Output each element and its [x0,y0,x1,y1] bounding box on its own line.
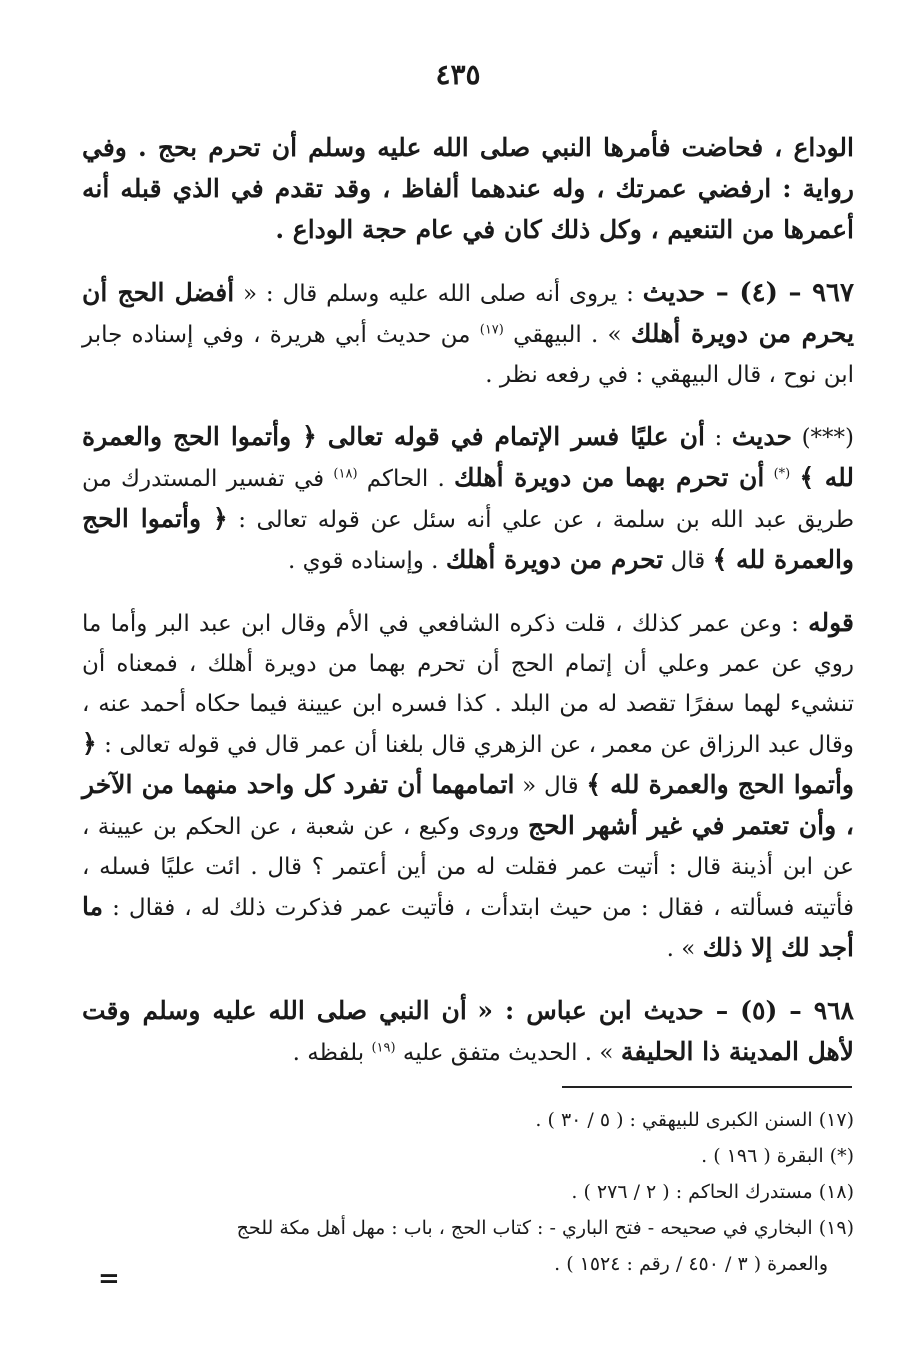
hadith-ali-verse: ﴿ وأتموا الحج والعمرة لله ﴾ [82,504,854,574]
commentary-umar [82,603,854,969]
hadith-ali-commentary: في تفسير المستدرك من طريق عبد الله بن سلمة ، عن علي أنه سئل عن قوله تعالى : [82,466,855,533]
footnote-18: (١٨) مستدرك الحاكم : ( ٢ / ٢٧٦ ) . [571,1181,854,1203]
hadith-ali-colon: : [714,425,723,451]
main-text [82,128,854,1095]
commentary-quote: اتمامهما أن تفرد كل واحد منهما من الآخر ، وأن تعتمر في غير أشهر الحج [82,770,854,840]
hadith-967-source: » . البيهقي [513,322,622,348]
hadith-968-source: » . الحديث متفق عليه [402,1040,614,1066]
hadith-ali [82,417,854,581]
commentary-quote-end: ما أجد لك إلا ذلك [82,892,854,962]
footnote-ref-17[interactable]: (١٧) [479,322,504,338]
footnote-ref-18[interactable]: (١٨) [333,466,358,482]
hadith-ali-said: قال [670,548,706,574]
commentary-close: » . [666,936,696,962]
triple-star-mark: (***) [801,425,855,451]
hadith-967 [82,273,854,395]
hadith-968-text: أن النبي صلى الله عليه وسلم وقت لأهل المدينة ذا الحليفة [82,996,854,1066]
hadith-ali-grading: . وإسناده قوي . [288,548,439,574]
commentary-verse: ﴿ وأتموا الحج والعمرة لله ﴾ [82,729,854,799]
hadith-968-end: بلفظه . [292,1040,365,1066]
hadith-967-commentary: من حديث أبي هريرة ، وفي إسناده جابر ابن نوح ، قال البيهقي : في رفعه نظر . [82,322,854,388]
paragraph-continuation [82,128,854,251]
hadith-968-heading: ٩٦٨ – (٥) – حديث ابن عباس : « [477,996,854,1025]
paragraph-1-text: الوداع ، فحاضت فأمرها النبي صلى الله عليه وسلم أن تحرم بحج . وفي رواية : ارفضي عمرتك ، وله عندهما ألفاظ ، وقد تقدم في الذي قبله أنه أعمرها من التنعيم ، وكل ذلك كان في عام حجة الوداع . [82,133,854,244]
hadith-967-text: أفضل الحج أن يحرم من دويرة أهلك [82,278,855,348]
hadith-968 [82,991,854,1073]
footnote-divider [562,1086,852,1088]
footnote-ref-star[interactable]: (*) [773,466,791,482]
commentary-text-2: وروى وكيع ، عن شعبة ، عن الحكم بن عيينة ، عن ابن أذينة قال : أتيت عمر فقلت له من أين أعتمر ؟ قال . ائت عليًا فسله ، فأتيته فسألته ، فقال : من حيث ابتدأت ، فأتيت عمر فذكرت ذلك له ، فقال : [82,814,855,921]
commentary-text-1: : وعن عمر كذلك ، قلت ذكره الشافعي في الأم وقال ابن عبد البر وأما ما روي عن عمر وعلي أن إتمام الحج أن تحرم بهما من دويرة أهلك ، فمعناه أن تنشيء لهما سفرًا تقصد له من البلد . كذا فسره ابن عيينة فيما حكاه أحمد عنه ، وقال عبد الرزاق عن معمر ، عن الزهري قال بلغنا أن عمر قال في قوله تعالى : [82,611,854,758]
page-number: ٤٣٥ [435,58,481,91]
hadith-ali-source: . الحاكم [366,466,445,492]
footnote-ref-19[interactable]: (١٩) [371,1040,396,1056]
footnote-19: (١٩) البخاري في صحيحه - فتح الباري - : كتاب الحج ، باب : مهل أهل مكة للحج [236,1217,854,1239]
hadith-ali-answer: تحرم من دويرة أهلك [445,545,664,574]
hadith-967-heading: ٩٦٧ – (٤) – حديث [642,278,854,308]
hadith-ali-text-2: أن تحرم بهما من دويرة أهلك [454,463,765,492]
commentary-heading: قوله [808,608,854,637]
commentary-said: قال « [522,773,579,799]
footnote-star: (*) البقرة ( ١٩٦ ) . [701,1145,854,1167]
hadith-967-intro: : يروى أنه صلى الله عليه وسلم قال : « [243,281,634,307]
hadith-ali-heading: حديث [731,422,792,451]
footnote-19-continued: والعمرة ( ٣ / ٤٥٠ / رقم : ١٥٢٤ ) . [554,1253,828,1275]
footnotes [82,1102,854,1282]
hadith-ali-text-1: أن عليًا فسر الإتمام في قوله تعالى ﴿ وأتموا الحج والعمرة لله ﴾ [82,422,855,492]
printer-mark-icon: = [98,1264,120,1294]
footnote-17: (١٧) السنن الكبرى للبيهقي : ( ٥ / ٣٠ ) . [535,1109,854,1131]
